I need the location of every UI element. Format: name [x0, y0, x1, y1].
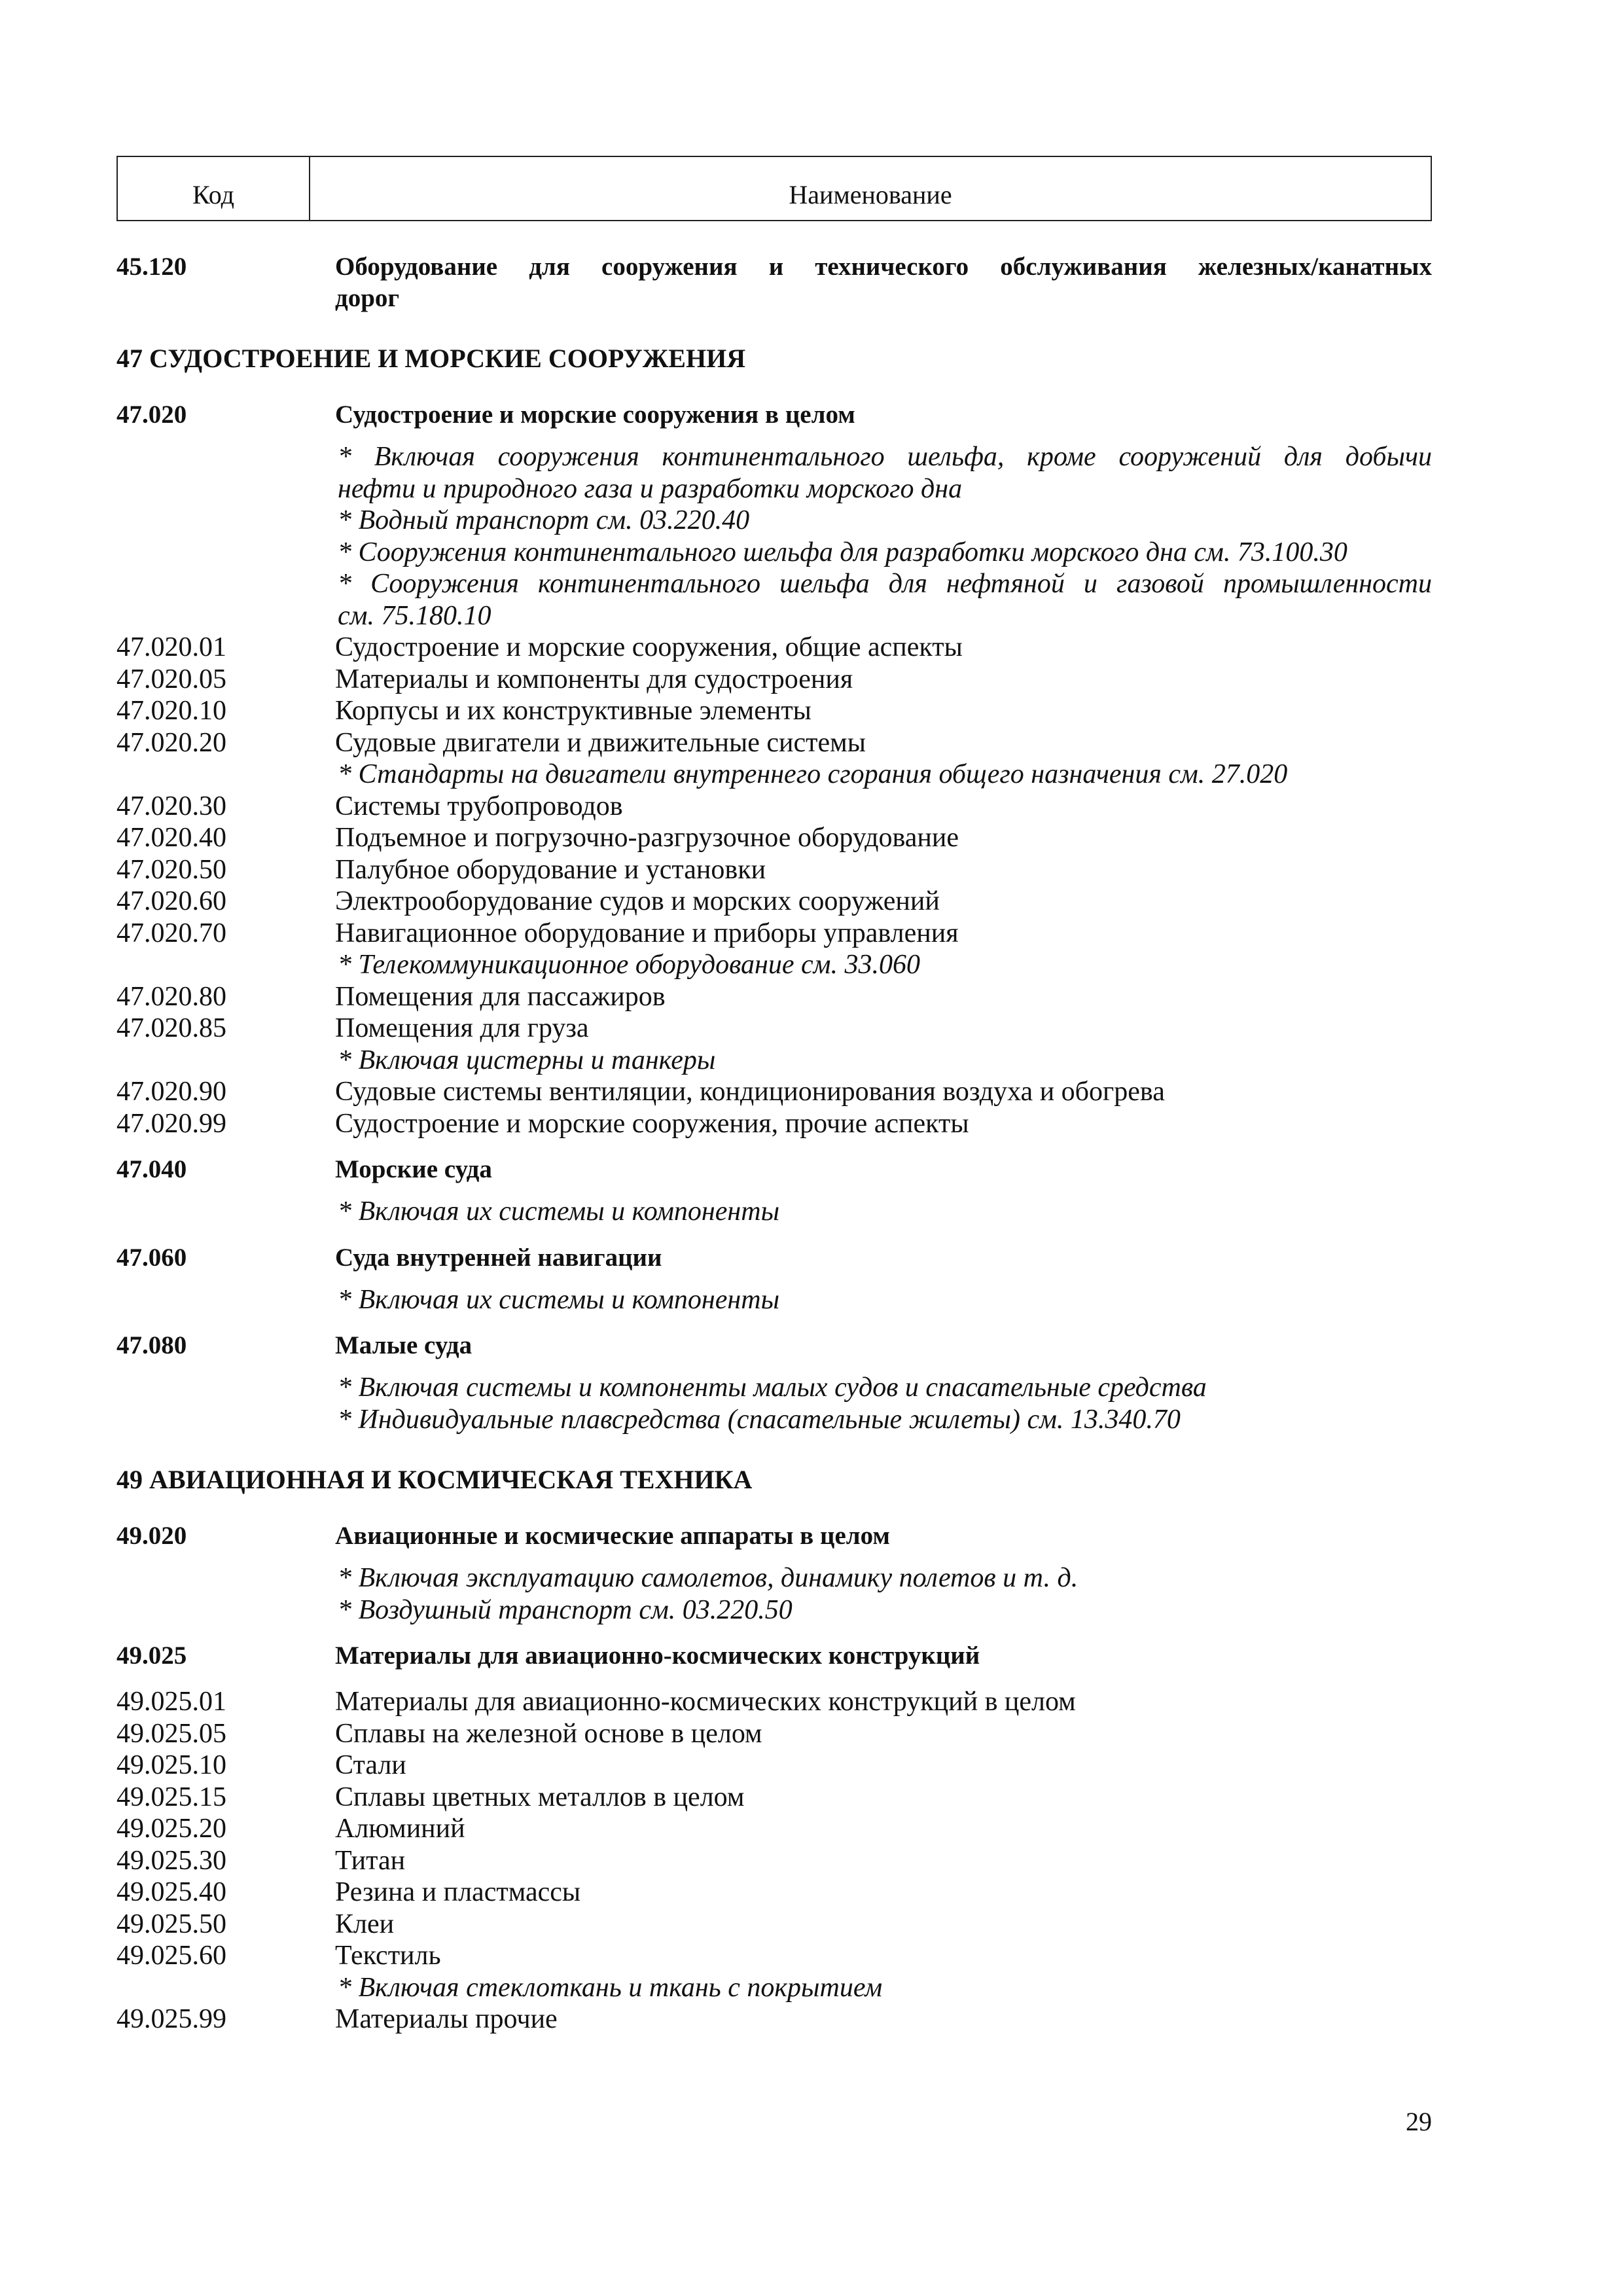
entry-code: 47.020 [116, 401, 187, 429]
note-line: * Включая их системы и компоненты [338, 1284, 780, 1315]
list-note: * Включая стеклоткань и ткань с покрытием [338, 1972, 883, 2003]
entry-code: 47.080 [116, 1331, 187, 1359]
entry-name: Судостроение и морские сооружения в целом [335, 401, 855, 429]
list-item: 49.025.99 Материалы прочие [116, 2004, 558, 2034]
entry-45-120 [116, 251, 1432, 314]
note-line: см. 75.180.10 [338, 600, 491, 631]
notes-49-020 [116, 1562, 1432, 1626]
entry-code: 49.025 [116, 1641, 187, 1670]
note-line: * Включая их системы и компоненты [338, 1196, 780, 1227]
list-item: 47.020.40 Подъемное и погрузочно-разгрузочное оборудование [116, 823, 959, 853]
list-item: 49.025.05 Сплавы на железной основе в целом [116, 1718, 762, 1749]
list-item: 49.025.10 Стали [116, 1750, 406, 1780]
entry-47-040 [116, 1154, 1432, 1185]
notes-47-080 [116, 1372, 1432, 1435]
note-line: * Индивидуальные плавсредства (спасательные жилеты) см. 13.340.70 [338, 1404, 1181, 1435]
page-number: 29 [1406, 2107, 1432, 2136]
entry-47-080 [116, 1330, 1432, 1361]
list-item: 49.025.01 Материалы для авиационно-космических конструкций в целом [116, 1687, 1076, 1717]
entry-name: Суда внутренней навигации [335, 1243, 662, 1272]
list-item: 49.025.30 Титан [116, 1845, 406, 1876]
list-item: 47.020.70 Навигационное оборудование и приборы управления [116, 918, 959, 948]
list-item: 47.020.20 Судовые двигатели и движительные системы [116, 727, 866, 758]
entry-47-060 [116, 1242, 1432, 1274]
note-line: * Воздушный транспорт см. 03.220.50 [338, 1594, 793, 1625]
section-49-title: 49 АВИАЦИОННАЯ И КОСМИЧЕСКАЯ ТЕХНИКА [116, 1465, 753, 1494]
list-item: 47.020.99 Судостроение и морские сооружения, прочие аспекты [116, 1108, 969, 1139]
entry-47-020 [116, 399, 1432, 431]
list-note: * Телекоммуникационное оборудование см. 33.060 [338, 950, 920, 980]
section-47-title: 47 СУДОСТРОЕНИЕ И МОРСКИЕ СООРУЖЕНИЯ [116, 344, 746, 373]
entry-code: 45.120 [116, 253, 187, 281]
note-line: нефти и природного газа и разработки морского дна [338, 473, 963, 504]
list-item: 49.025.60 Текстиль [116, 1941, 441, 1971]
list-note: * Стандарты на двигатели внутреннего сгорания общего назначения см. 27.020 [338, 759, 1288, 789]
note-line: * Включая системы и компоненты малых судов и спасательные средства [338, 1372, 1207, 1403]
list-item: 47.020.10 Корпусы и их конструктивные элементы [116, 696, 812, 726]
entry-code: 49.020 [116, 1522, 187, 1550]
list-item: 49.025.20 Алюминий [116, 1814, 465, 1844]
list-item: 47.020.30 Системы трубопроводов [116, 791, 623, 821]
list-item: 47.020.05 Материалы и компоненты для судостроения [116, 664, 853, 694]
header-name: Наименование [789, 179, 952, 209]
note-line: * Сооружения континентального шельфа для разработки морского дна см. 73.100.30 [338, 537, 1347, 567]
list-item: 47.020.50 Палубное оборудование и установки [116, 854, 766, 885]
note-line: * Включая сооружения континентального шельфа, кроме сооружений для добычи [338, 442, 1432, 472]
list-item: 47.020.85 Помещения для груза [116, 1013, 589, 1043]
note-line: * Включая эксплуатацию самолетов, динамику полетов и т. д. [338, 1563, 1079, 1593]
notes-47-020 [116, 441, 1432, 632]
entry-name: Оборудование для сооружения и технического обслуживания железных/канатных [335, 253, 1432, 281]
notes-47-040 [116, 1196, 1432, 1228]
list-item: 47.020.01 Судостроение и морские сооружения, общие аспекты [116, 632, 963, 662]
notes-47-060 [116, 1284, 1432, 1316]
note-line: * Сооружения континентального шельфа для нефтяной и газовой промышленности [338, 569, 1432, 599]
list-note: * Включая цистерны и танкеры [338, 1045, 716, 1075]
header-code: Код [118, 157, 310, 220]
entry-code: 47.060 [116, 1243, 187, 1272]
content [116, 251, 1432, 2036]
list-47-020 [116, 632, 1432, 1139]
list-item: 47.020.90 Судовые системы вентиляции, кондиционирования воздуха и обогрева [116, 1077, 1165, 1107]
entry-49-020 [116, 1520, 1432, 1552]
entry-name: Малые суда [335, 1331, 473, 1359]
note-line: * Водный транспорт см. 03.220.40 [338, 505, 750, 535]
entry-name: Материалы для авиационно-космических конструкций [335, 1641, 980, 1670]
entry-name: Морские суда [335, 1155, 492, 1183]
entry-code: 47.040 [116, 1155, 187, 1183]
list-49-025 [116, 1686, 1432, 2036]
document-page [116, 156, 1432, 2036]
list-item: 47.020.60 Электрооборудование судов и морских сооружений [116, 886, 940, 916]
list-item: 49.025.50 Клеи [116, 1909, 395, 1939]
table-header [116, 156, 1432, 221]
entry-49-025 [116, 1640, 1432, 1672]
entry-name-cont: дорог [335, 284, 400, 312]
list-item: 49.025.40 Резина и пластмассы [116, 1877, 581, 1907]
entry-name: Авиационные и космические аппараты в целом [335, 1522, 890, 1550]
list-item: 49.025.15 Сплавы цветных металлов в целом [116, 1782, 745, 1812]
list-item: 47.020.80 Помещения для пассажиров [116, 981, 666, 1012]
